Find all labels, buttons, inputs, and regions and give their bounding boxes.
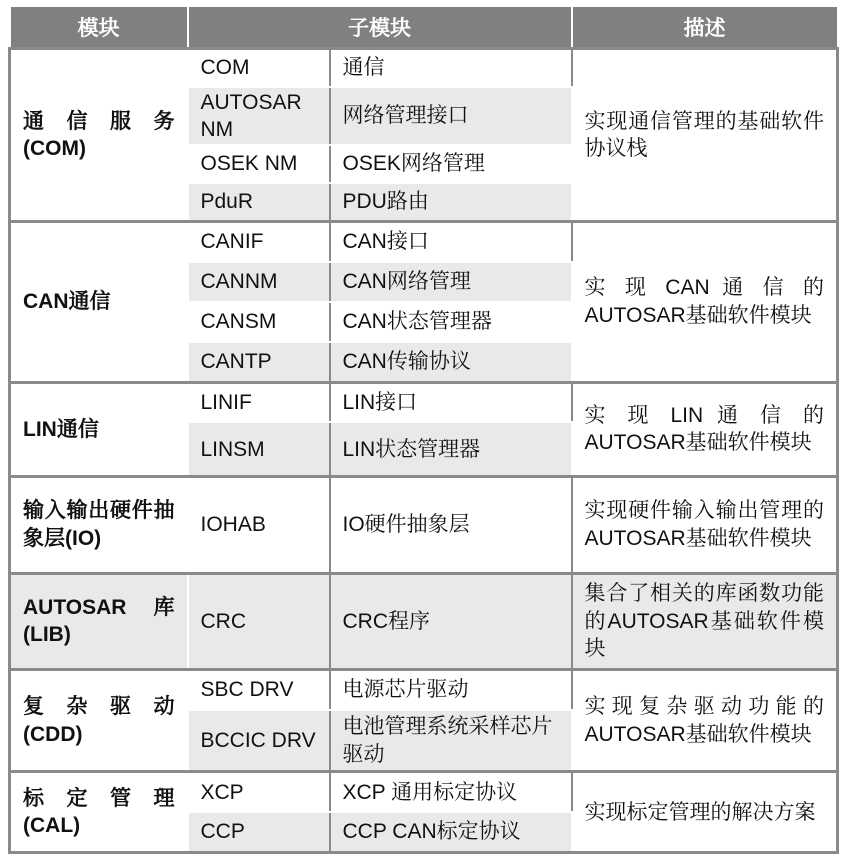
autosar-module-table: [8, 5, 839, 854]
module-cell: 标 定 管 理 (CAL): [10, 772, 188, 853]
submodule-code: OSEK NM: [188, 145, 330, 183]
submodule-code: LINSM: [188, 422, 330, 476]
table-row: [10, 573, 838, 669]
submodule-name: XCP 通用标定协议: [330, 772, 572, 812]
submodule-name: CCP CAN标定协议: [330, 812, 572, 852]
submodule-name: OSEK网络管理: [330, 145, 572, 183]
submodule-code: CANNM: [188, 262, 330, 302]
submodule-code: CRC: [188, 573, 330, 669]
submodule-name: CRC程序: [330, 573, 572, 669]
submodule-code: PduR: [188, 183, 330, 221]
description-cell: 实现复杂驱动功能的AUTOSAR基础软件模块: [572, 669, 838, 771]
submodule-code: COM: [188, 49, 330, 87]
submodule-name: 电池管理系统采样芯片驱动: [330, 710, 572, 772]
description-cell: 实现通信管理的基础软件协议栈: [572, 49, 838, 222]
description-cell: 实 现 LIN 通 信 的 AUTOSAR基础软件模块: [572, 382, 838, 476]
submodule-code: CANIF: [188, 221, 330, 261]
table-row: [10, 772, 838, 812]
table-row: [10, 49, 838, 87]
submodule-code: CCP: [188, 812, 330, 852]
submodule-name: CAN传输协议: [330, 342, 572, 382]
module-cell: 输入输出硬件抽象层(IO): [10, 477, 188, 573]
submodule-code: BCCIC DRV: [188, 710, 330, 772]
submodule-code: IOHAB: [188, 477, 330, 573]
table-row: [10, 669, 838, 709]
submodule-name: 电源芯片驱动: [330, 669, 572, 709]
submodule-code: CANTP: [188, 342, 330, 382]
submodule-code: CANSM: [188, 302, 330, 342]
submodule-name: LIN状态管理器: [330, 422, 572, 476]
table-row: [10, 477, 838, 573]
description-cell: 实现硬件输入输出管理的AUTOSAR基础软件模块: [572, 477, 838, 573]
header-description: 描述: [572, 6, 838, 49]
submodule-code: XCP: [188, 772, 330, 812]
submodule-name: 网络管理接口: [330, 87, 572, 145]
submodule-name: PDU路由: [330, 183, 572, 221]
submodule-name: CAN状态管理器: [330, 302, 572, 342]
description-cell: 实 现 CAN 通 信 的 AUTOSAR基础软件模块: [572, 221, 838, 382]
module-cell: 通 信 服 务 (COM): [10, 49, 188, 222]
table-row: [10, 382, 838, 422]
submodule-code: SBC DRV: [188, 669, 330, 709]
table-header-row: [10, 6, 838, 49]
module-cell: CAN通信: [10, 221, 188, 382]
module-cell: AUTOSAR 库 (LIB): [10, 573, 188, 669]
submodule-name: LIN接口: [330, 382, 572, 422]
submodule-name: CAN接口: [330, 221, 572, 261]
submodule-name: IO硬件抽象层: [330, 477, 572, 573]
header-module: 模块: [10, 6, 188, 49]
submodule-name: 通信: [330, 49, 572, 87]
submodule-code: LINIF: [188, 382, 330, 422]
submodule-code: AUTOSAR NM: [188, 87, 330, 145]
module-cell: 复 杂 驱 动 (CDD): [10, 669, 188, 771]
description-cell: 实现标定管理的解决方案: [572, 772, 838, 853]
description-cell: 集合了相关的库函数功能的AUTOSAR基础软件模块: [572, 573, 838, 669]
module-cell: LIN通信: [10, 382, 188, 476]
submodule-name: CAN网络管理: [330, 262, 572, 302]
table-row: [10, 221, 838, 261]
header-submodule: 子模块: [188, 6, 572, 49]
